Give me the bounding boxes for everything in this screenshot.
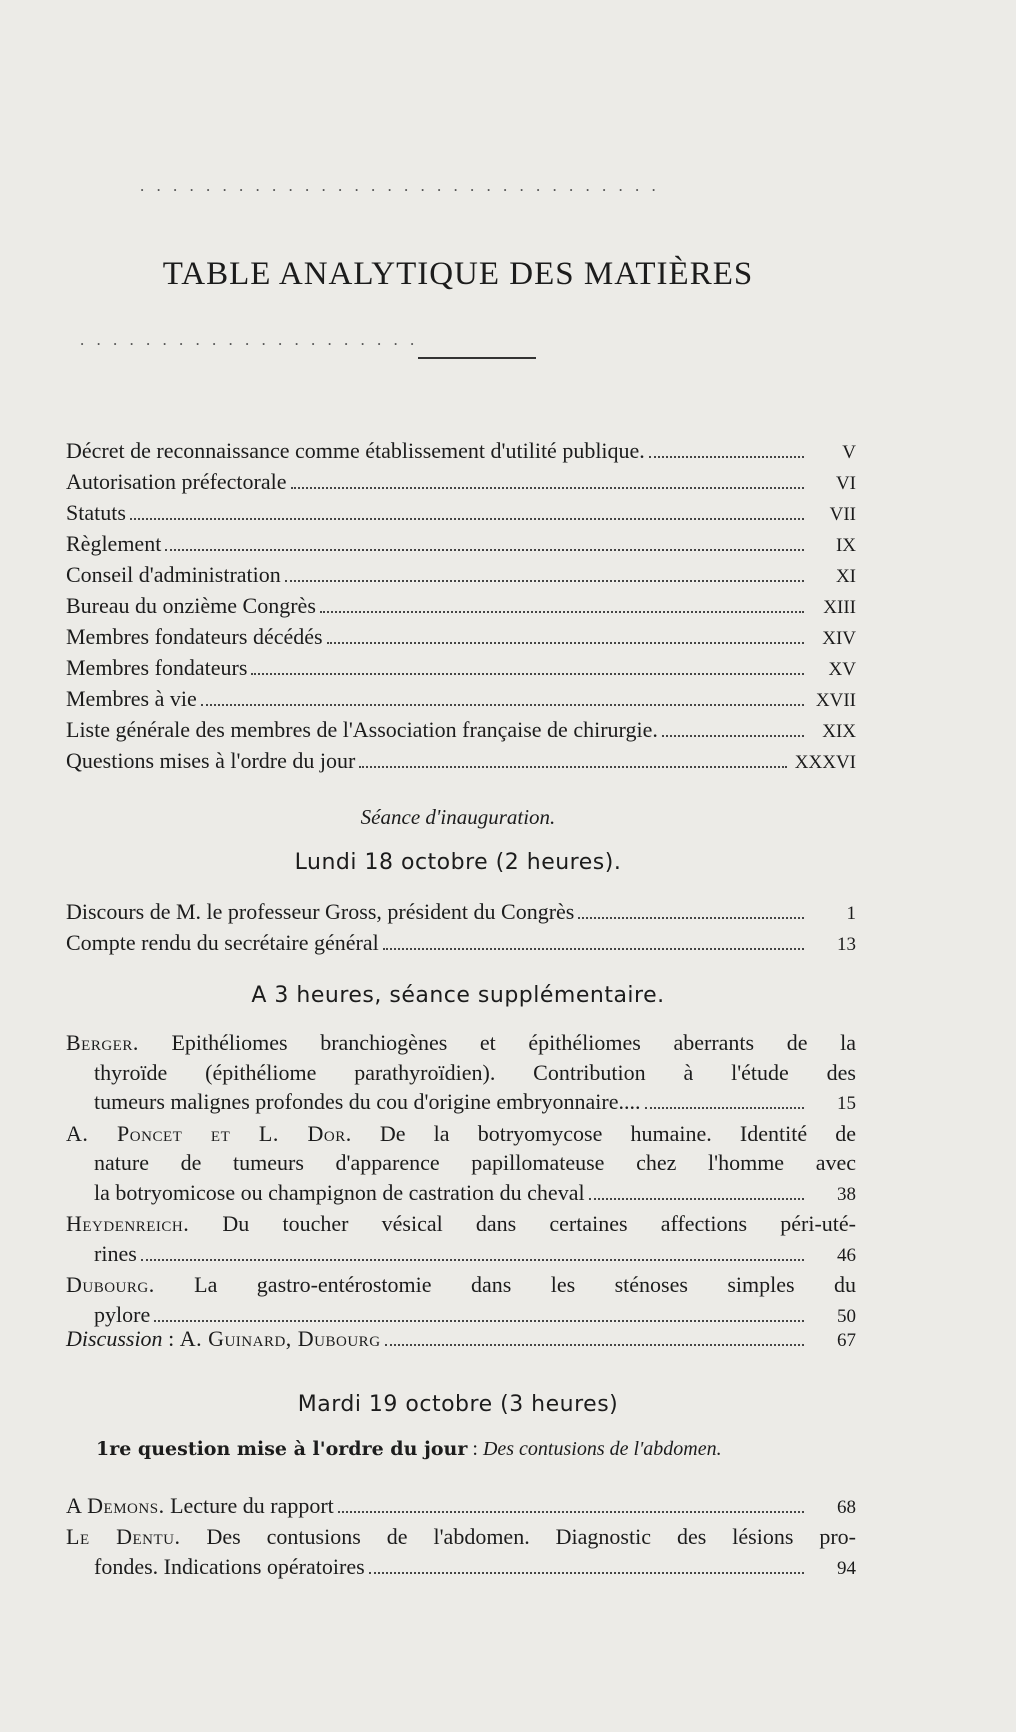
dot-leader (285, 580, 804, 582)
entry-text: thyroïde (épithéliome parathyroïdien). Contribution à l'étude des (94, 1059, 856, 1085)
entry-title: Questions mises à l'ordre du jour (66, 748, 356, 773)
entry-text: Lecture du rapport (170, 1493, 334, 1518)
entry-text: Epithéliomes branchiogènes et épithéliomes aberrants de la (171, 1030, 856, 1055)
author: A. Poncet et L. Dor. (66, 1120, 352, 1146)
entry-title: Liste générale des membres de l'Association française de chirurgie. (66, 717, 658, 742)
toc-entry (66, 436, 856, 467)
author: Dubourg. (66, 1272, 155, 1297)
dot-leader (383, 948, 804, 950)
day-heading-lundi: Lundi 18 octobre (2 heures). (294, 850, 622, 875)
entry-text: rines (94, 1240, 137, 1266)
author: Heydenreich. (66, 1211, 190, 1236)
page-number: 68 (837, 1497, 856, 1518)
page-number: VI (835, 473, 856, 494)
page-number: 1 (846, 903, 856, 924)
lundi-list (66, 897, 856, 959)
decorative-dots: . . . . . . . . . . . . . . . . . . . . . (80, 330, 419, 349)
mardi-list (66, 1491, 856, 1583)
entry-title: Conseil d'administration (66, 562, 281, 587)
toc-entry (66, 1491, 856, 1522)
discussion-entry: Discussion : A. Guinard, Dubourg 67 (66, 1324, 856, 1355)
toc-entry (66, 1522, 856, 1583)
dot-leader (320, 611, 804, 613)
page-title: TABLE ANALYTIQUE DES MATIÈRES (162, 256, 754, 292)
entry-title: Discours de M. le professeur Gross, président du Congrès (66, 899, 575, 924)
page-number: 67 (837, 1330, 856, 1351)
dot-leader (662, 735, 804, 737)
page-number: XVII (815, 690, 856, 711)
toc-entry (66, 1270, 856, 1331)
page-number: 94 (837, 1557, 856, 1579)
toc-entry (66, 467, 856, 498)
page-number: XXXVI (794, 752, 856, 773)
section-supplementary: A 3 heures, séance supplémentaire. (251, 983, 665, 1008)
dot-leader (251, 673, 804, 675)
page-number: 15 (837, 1093, 856, 1114)
page-number: 13 (837, 934, 856, 955)
question-heading: 1re question mise à l'ordre du jour : Des contusions de l'abdomen. (96, 1438, 722, 1460)
supp-list (66, 1028, 856, 1331)
discussion-names: A. Guinard, Dubourg (179, 1326, 381, 1351)
toc-entry (66, 622, 856, 653)
author: Le Dentu. (66, 1524, 181, 1549)
toc-entry (66, 653, 856, 684)
page-number: V (842, 442, 856, 463)
entry-text: Des contusions de l'abdomen. Diagnostic des lésions pro- (206, 1524, 857, 1549)
page-number: 46 (837, 1244, 856, 1266)
dot-leader (649, 456, 804, 458)
toc-entry (66, 591, 856, 622)
dot-leader (165, 549, 804, 551)
page-number: VII (829, 504, 856, 525)
entry-text: tumeurs malignes profondes du cou d'origine embryonnaire.... (94, 1089, 641, 1114)
toc-entry (66, 897, 856, 928)
page-number: XIX (822, 721, 856, 742)
page-number: XV (828, 659, 856, 680)
entry-text: La gastro-entérostomie dans les sténoses simples du (194, 1272, 856, 1297)
section-inauguration: Séance d'inauguration. (360, 805, 556, 829)
intro-list (66, 436, 856, 777)
discussion-label: Discussion (66, 1326, 163, 1351)
author: Berger. (66, 1030, 139, 1055)
toc-entry (66, 928, 856, 959)
page-number: 38 (837, 1183, 856, 1205)
dot-leader (201, 704, 804, 706)
toc-entry (66, 715, 856, 746)
day-heading-mardi: Mardi 19 octobre (3 heures) (297, 1392, 619, 1417)
page-number: XIII (823, 597, 856, 618)
entry-title: Membres fondateurs (66, 655, 248, 680)
toc-entry (66, 529, 856, 560)
entry-title: Membres à vie (66, 686, 197, 711)
entry-text: De la botryomycose humaine. Identité de (379, 1120, 857, 1146)
entry-title: Règlement (66, 531, 162, 556)
dot-leader (327, 642, 804, 644)
toc-entry (66, 1028, 856, 1119)
entry-text: pylore (94, 1301, 151, 1327)
decorative-dots: . . . . . . . . . . . . . . . . . . . . . . . . . . . . . . . . (140, 176, 660, 195)
entry-title: Membres fondateurs décédés (66, 624, 323, 649)
dot-leader (359, 766, 786, 768)
entry-title: Compte rendu du secrétaire général (66, 930, 379, 955)
page-number: IX (835, 535, 856, 556)
entry-title: Statuts (66, 500, 126, 525)
dot-leader (578, 917, 804, 919)
question-label: 1re question mise à l'ordre du jour (96, 1438, 468, 1460)
toc-entry (66, 1209, 856, 1270)
entry-text: la botryomicose ou champignon de castration du cheval (94, 1179, 585, 1205)
toc-entry (66, 684, 856, 715)
title-rule (418, 357, 536, 359)
question-topic: Des contusions de l'abdomen. (482, 1438, 722, 1460)
entry-text: fondes. Indications opératoires (94, 1553, 365, 1579)
entry-title: Autorisation préfectorale (66, 469, 287, 494)
entry-title: Bureau du onzième Congrès (66, 593, 316, 618)
author: A Demons. (66, 1493, 165, 1518)
dot-leader (130, 518, 804, 520)
page-number: XIV (822, 628, 856, 649)
toc-entry (66, 1119, 856, 1210)
entry-text: Du toucher vésical dans certaines affections péri-uté- (222, 1211, 857, 1236)
page-number: 50 (837, 1305, 856, 1327)
toc-entry (66, 746, 856, 777)
page-number: XI (835, 566, 856, 587)
entry-text: nature de tumeurs d'apparence papillomateuse chez l'homme avec (94, 1150, 856, 1175)
toc-entry (66, 560, 856, 591)
entry-title: Décret de reconnaissance comme établissement d'utilité publique. (66, 438, 645, 463)
toc-entry (66, 498, 856, 529)
dot-leader (291, 487, 804, 489)
